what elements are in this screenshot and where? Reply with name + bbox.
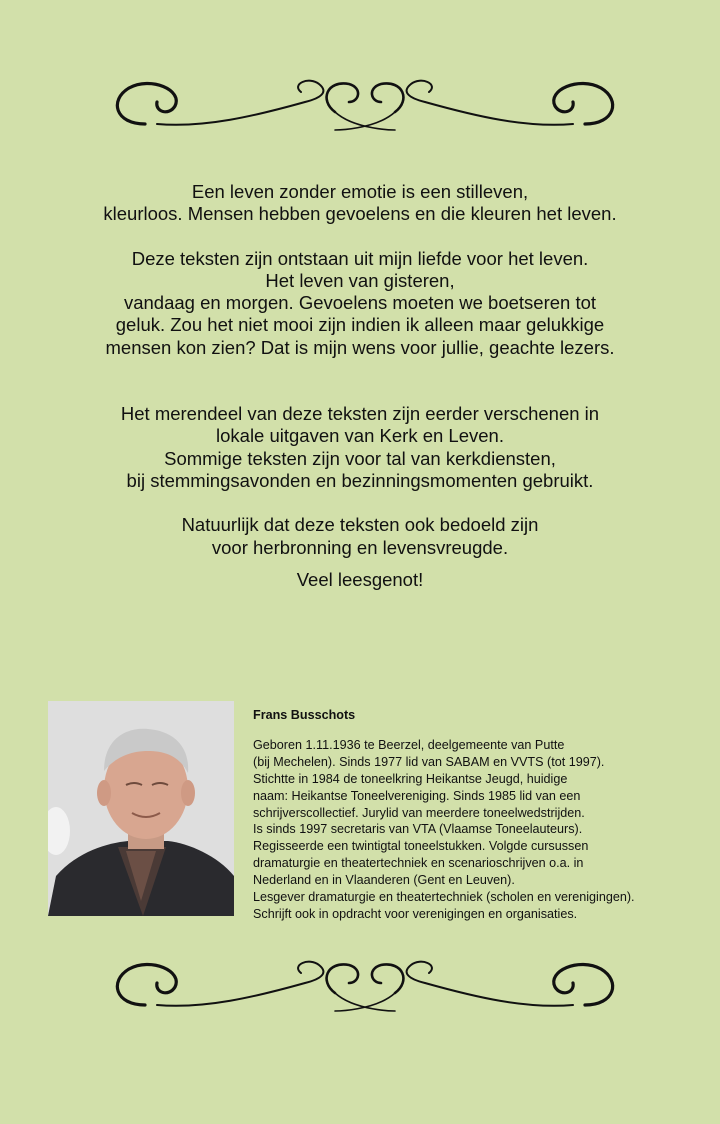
author-bio-text [253, 737, 693, 923]
text-line: vandaag en morgen. Gevoelens moeten we boetseren tot [123, 292, 597, 314]
bottom-flourish-ornament-icon [105, 953, 625, 1013]
author-bio [253, 707, 693, 923]
text-line: Een leven zonder emotie is een stilleven, [191, 181, 529, 202]
intro-paragraph-1 [60, 181, 660, 226]
bio-line: Stichtte in 1984 de toneelkring Heikantse Jeugd, huidige [253, 771, 568, 786]
bio-line: Is sinds 1997 secretaris van VTA (Vlaamse Toneelauteurs). [253, 822, 583, 837]
intro-text [60, 181, 660, 591]
bio-line: Geboren 1.11.1936 te Beerzel, deelgemeente van Putte [253, 737, 565, 752]
author-photo [48, 701, 234, 916]
bio-line: Regisseerde een twintigtal toneelstukken. Volgde cursussen [253, 839, 589, 854]
text-line: bij stemmingsavonden en bezinningsmomenten gebruikt. [126, 469, 594, 491]
intro-paragraph-2 [60, 248, 660, 359]
bio-line: dramaturgie en theatertechniek en scenarioschrijven o.a. in [253, 856, 584, 871]
text-line: mensen kon zien? Dat is mijn wens voor jullie, geachte lezers. [105, 336, 615, 358]
text-line: geluk. Zou het niet mooi zijn indien ik alleen maar gelukkige [115, 314, 605, 336]
intro-paragraph-4 [60, 514, 660, 559]
intro-paragraph-3 [60, 403, 660, 492]
bio-line: Lesgever dramaturgie en theatertechniek (scholen en verenigingen). [253, 890, 635, 905]
bio-line: schrijverscollectief. Jurylid van meerdere toneelwedstrijden. [253, 805, 585, 820]
text-line: Het merendeel van deze teksten zijn eerder verschenen in [120, 403, 600, 425]
text-line: Het leven van gisteren, [265, 269, 455, 291]
text-line: lokale uitgaven van Kerk en Leven. [216, 425, 504, 447]
text-line: Natuurlijk dat deze teksten ook bedoeld zijn [181, 514, 539, 536]
bio-line: naam: Heikantse Toneelvereniging. Sinds 1985 lid van een [253, 788, 581, 803]
bio-line: Nederland en in Vlaanderen (Gent en Leuven). [253, 873, 515, 888]
bio-line: (bij Mechelen). Sinds 1977 lid van SABAM en VVTS (tot 1997). [253, 754, 605, 769]
text-line: Deze teksten zijn ontstaan uit mijn liefde voor het leven. [131, 247, 589, 269]
top-flourish-ornament-icon [105, 72, 625, 132]
closing-line: Veel leesgenot! [296, 568, 424, 590]
bio-line: Schrijft ook in opdracht voor verenigingen en organisaties. [253, 906, 578, 921]
text-line: voor herbronning en levensvreugde. [211, 536, 509, 558]
author-name: Frans Busschots [253, 708, 356, 722]
text-line: Sommige teksten zijn voor tal van kerkdiensten, [164, 447, 556, 469]
text-line: kleurloos. Mensen hebben gevoelens en die kleuren het leven. [103, 203, 617, 225]
